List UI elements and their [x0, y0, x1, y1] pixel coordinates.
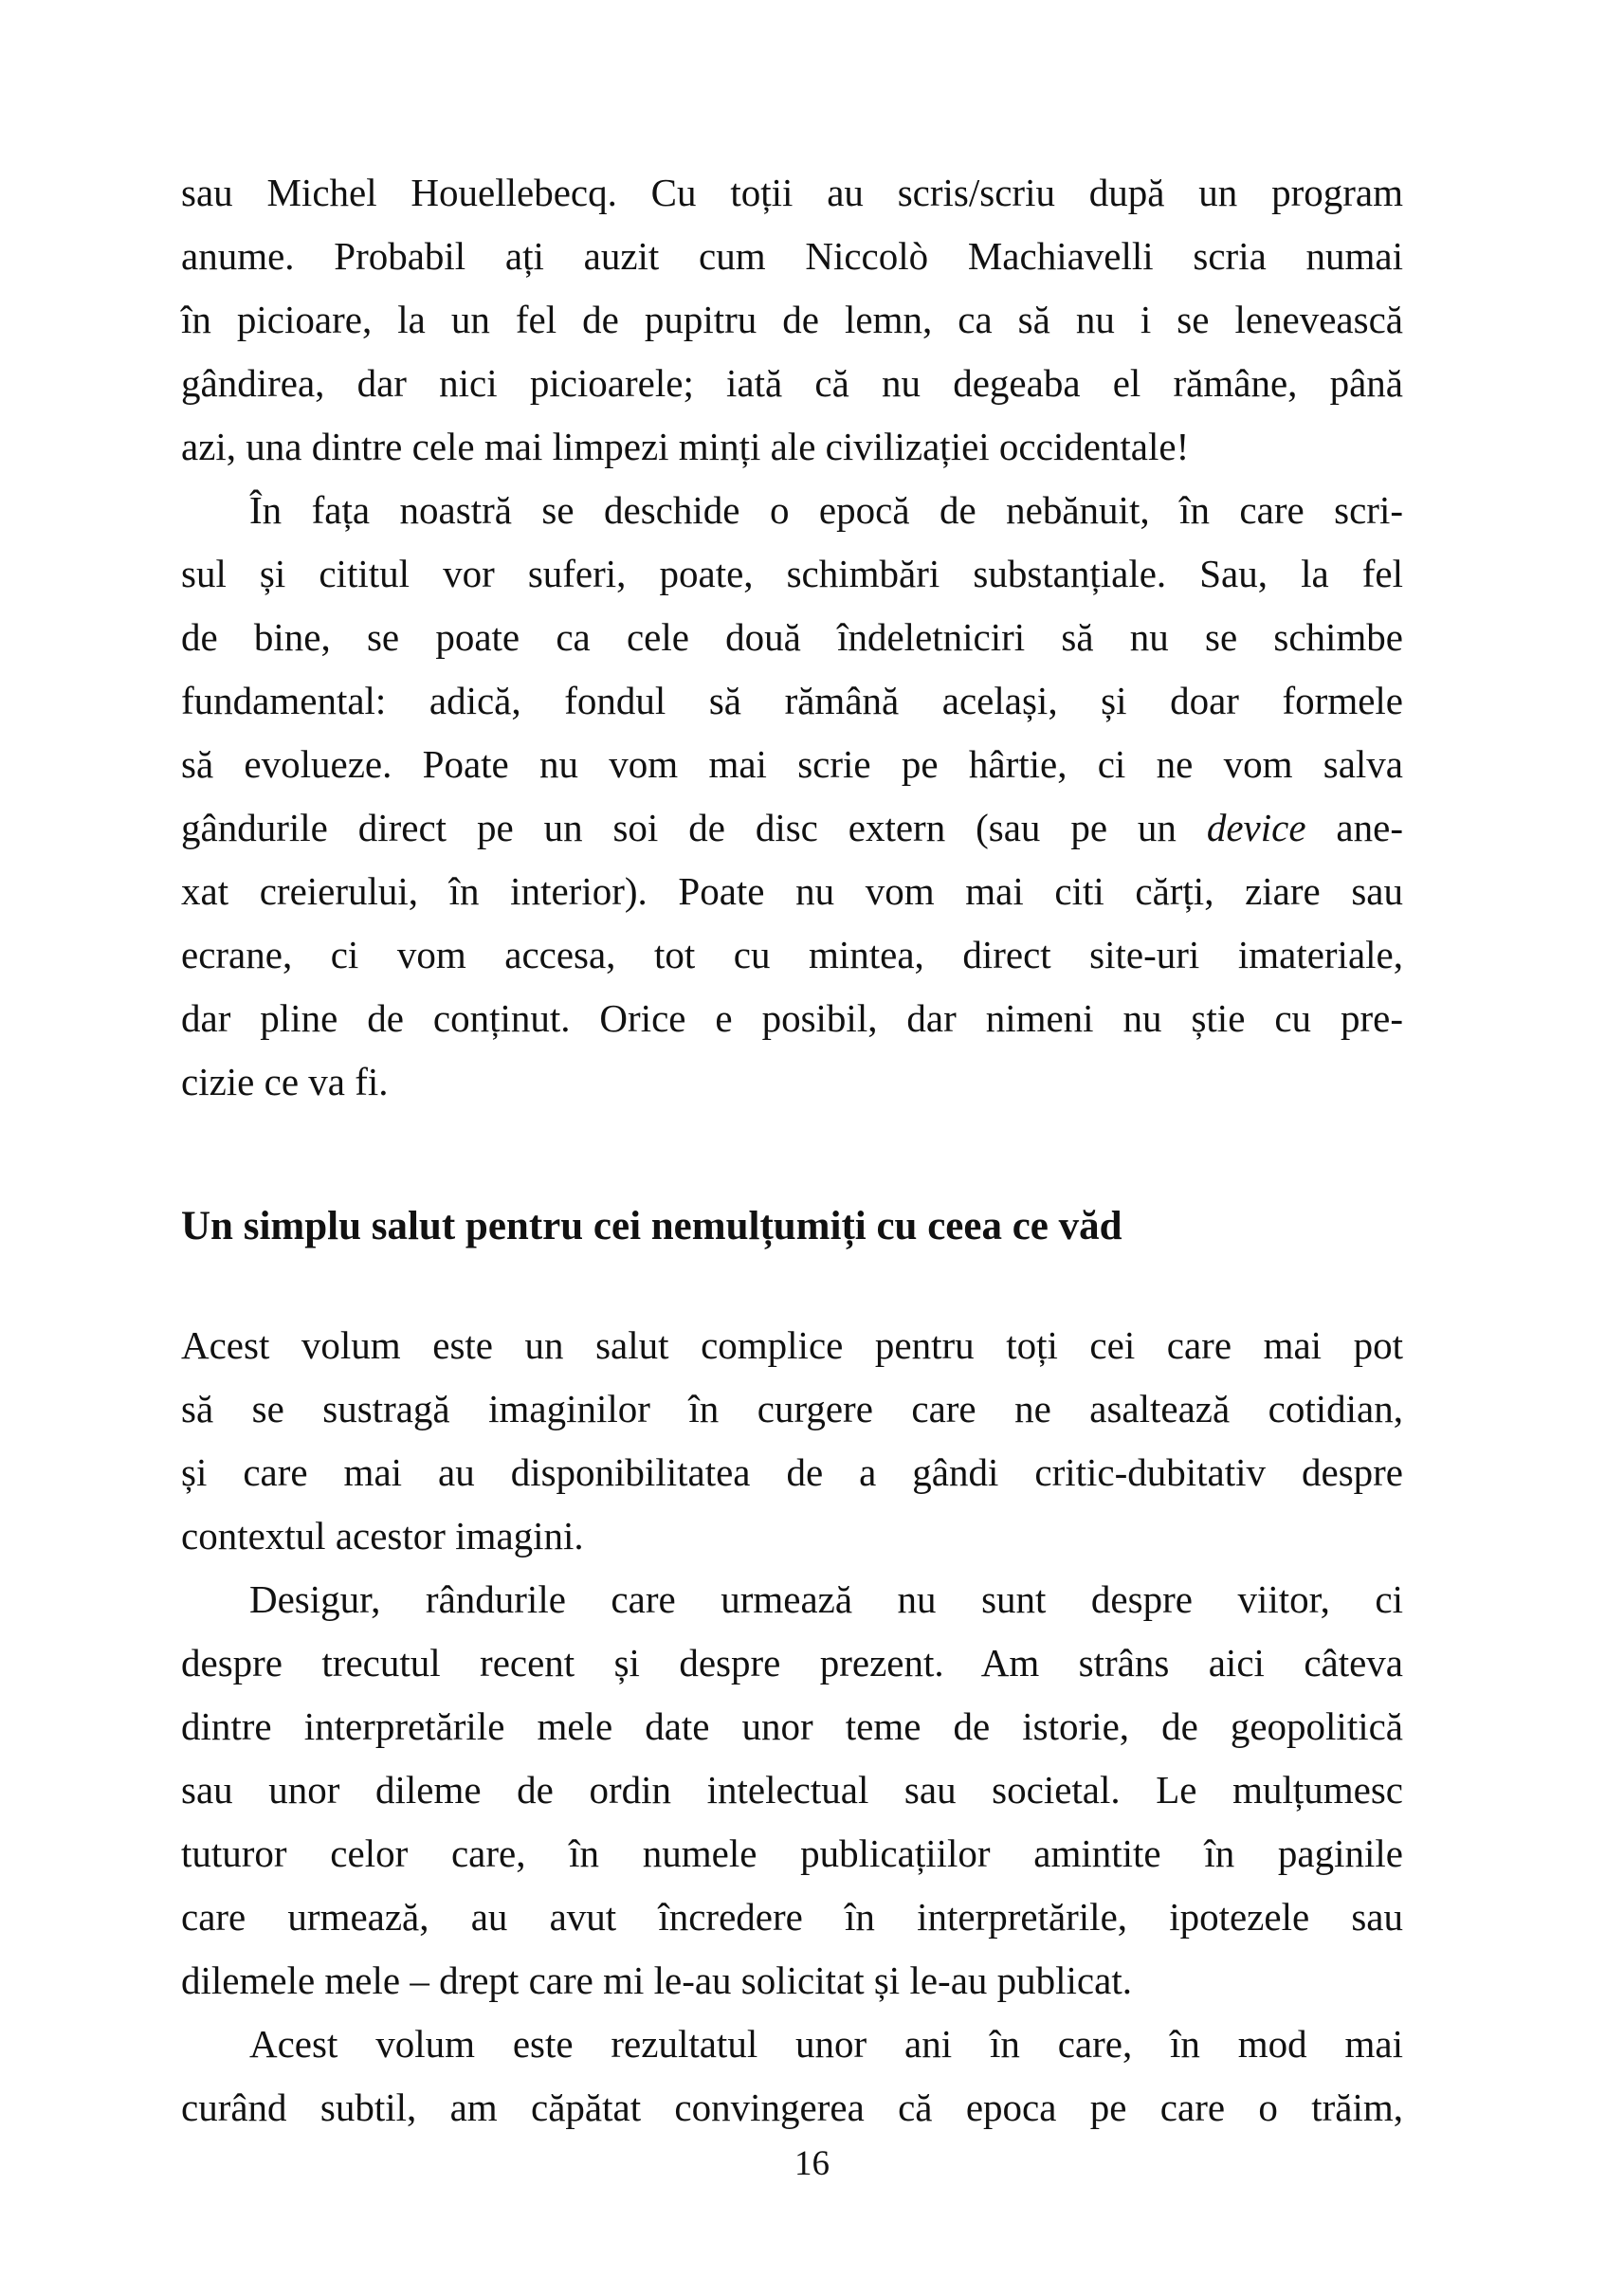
text-line: în picioare, la un fel de pupitru de lemn, ca să nu i se lenevească: [181, 298, 1403, 341]
text-line: dar pline de conținut. Orice e posibil, dar nimeni nu știe cu pre-: [181, 996, 1403, 1040]
text-line: gândirea, dar nici picioarele; iată că nu degeaba el rămâne, până: [181, 361, 1403, 405]
text-segment: gândurile direct pe un soi de disc extern (sau pe un: [181, 806, 1207, 849]
text-line: dintre interpretările mele date unor teme de istorie, de geopolitică: [181, 1704, 1403, 1748]
text-line: și care mai au disponibilitatea de a gândi critic-dubitativ despre: [181, 1450, 1403, 1494]
text-segment: ane-: [1305, 806, 1403, 849]
page-number: 16: [794, 2144, 830, 2183]
text-line: xat creierului, în interior). Poate nu vom mai citi cărți, ziare sau: [181, 869, 1403, 913]
text-line: azi, una dintre cele mai limpezi minți ale civilizației occidentale!: [181, 425, 1190, 468]
text-line: Acest volum este rezultatul unor ani în care, în mod mai: [249, 2022, 1403, 2066]
section-1: [181, 161, 1403, 1114]
italic-term: device: [1206, 806, 1306, 849]
text-line: fundamental: adică, fondul să rămână același, și doar formele: [181, 679, 1403, 722]
text-line: anume. Probabil ați auzit cum Niccolò Machiavelli scria numai: [181, 234, 1403, 278]
text-line: de bine, se poate ca cele două îndeletniciri să nu se schimbe: [181, 615, 1403, 659]
text-line: dilemele mele – drept care mi le-au solicitat și le-au publicat.: [181, 1958, 1132, 2002]
section-heading: Un simplu salut pentru cei nemulțumiți cu ceea ce văd: [181, 1204, 1122, 1248]
text-line: sau Michel Houellebecq. Cu toții au scris/scriu după un program: [181, 171, 1403, 214]
text-line: sau unor dileme de ordin intelectual sau societal. Le mulțumesc: [181, 1768, 1403, 1812]
text-line: [181, 796, 1403, 860]
text-line: despre trecutul recent și despre prezent. Am strâns aici câteva: [181, 1641, 1403, 1685]
text-line: sul și cititul vor suferi, poate, schimbări substanțiale. Sau, la fel: [181, 552, 1403, 595]
text-line: tuturor celor care, în numele publicațiilor amintite în paginile: [181, 1831, 1403, 1875]
text-line: cizie ce va fi.: [181, 1060, 389, 1103]
text-line: contextul acestor imagini.: [181, 1514, 584, 1557]
text-line: să se sustragă imaginilor în curgere care ne asaltează cotidian,: [181, 1387, 1403, 1430]
section-2: [181, 1314, 1403, 2140]
text-line: În fața noastră se deschide o epocă de nebănuit, în care scri-: [249, 488, 1403, 532]
text-line: Acest volum este un salut complice pentru toți cei care mai pot: [181, 1323, 1403, 1367]
text-line: care urmează, au avut încredere în interpretările, ipotezele sau: [181, 1895, 1403, 1939]
text-line: curând subtil, am căpătat convingerea că epoca pe care o trăim,: [181, 2086, 1403, 2129]
text-line: Desigur, rândurile care urmează nu sunt despre viitor, ci: [249, 1577, 1403, 1621]
text-line: ecrane, ci vom accesa, tot cu mintea, direct site-uri imateriale,: [181, 933, 1403, 976]
text-line: să evolueze. Poate nu vom mai scrie pe hârtie, ci ne vom salva: [181, 742, 1403, 786]
